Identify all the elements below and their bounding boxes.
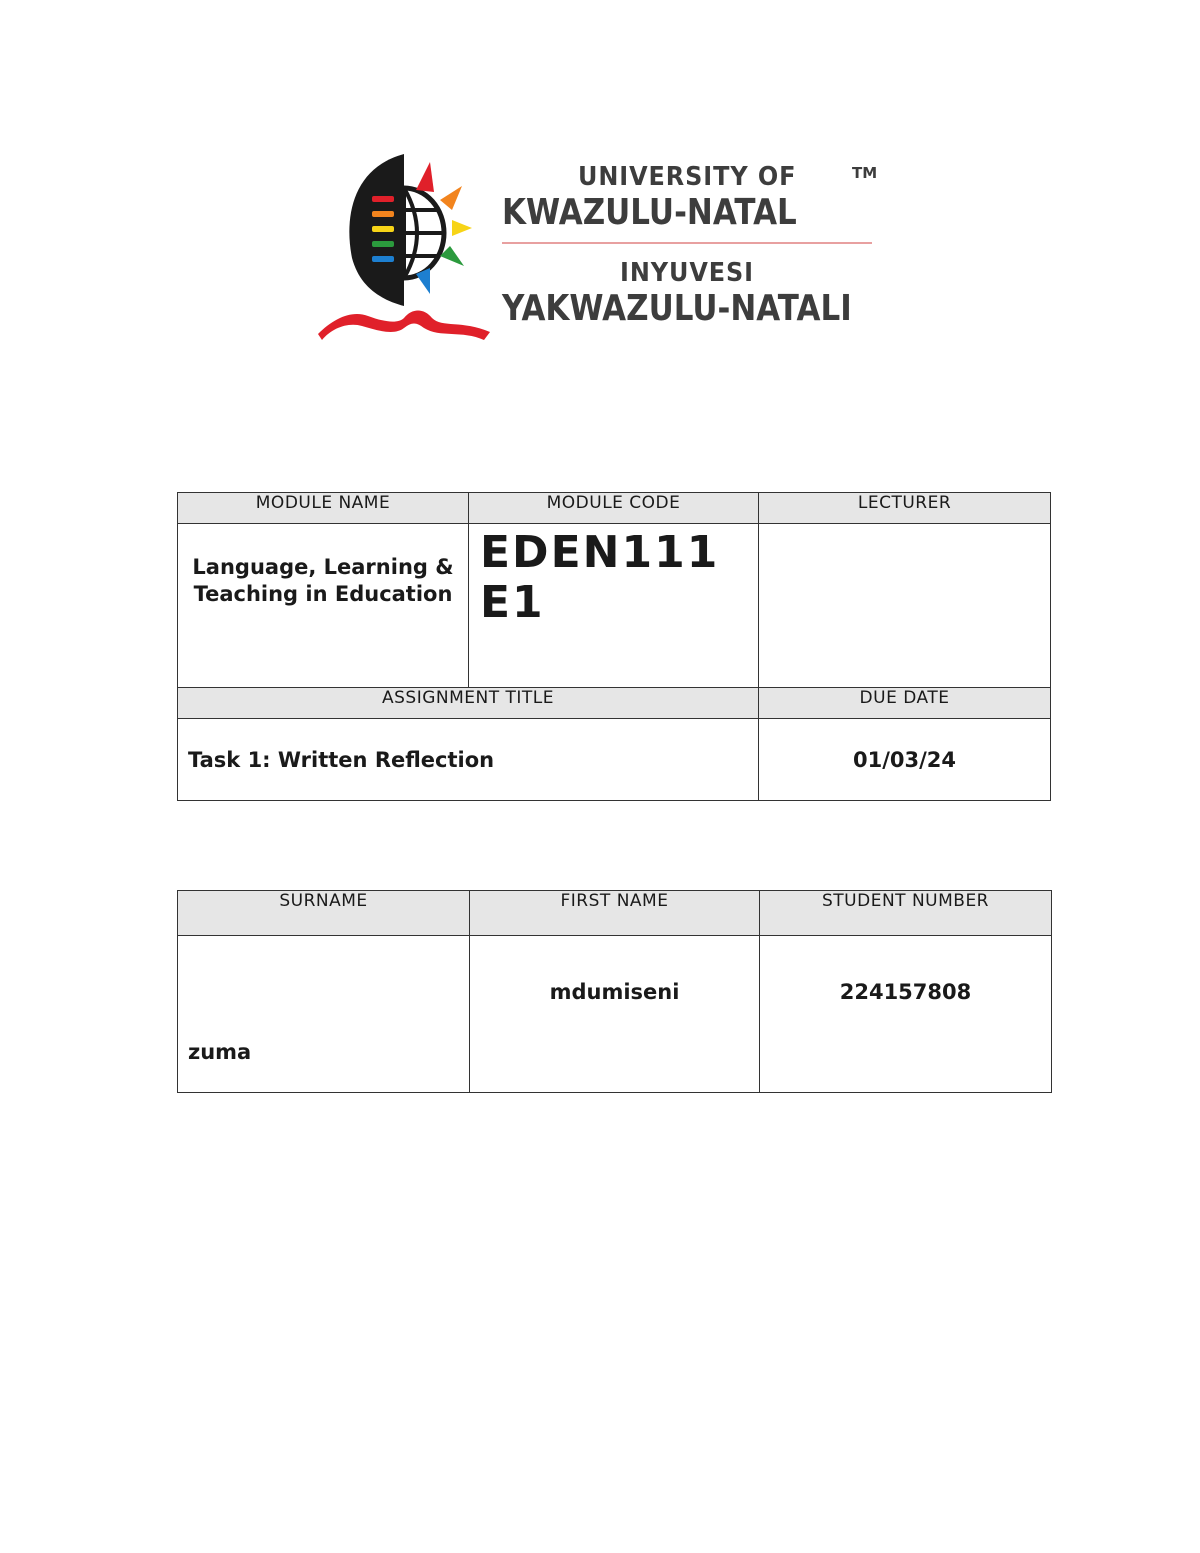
ukzn-emblem-icon xyxy=(312,148,512,348)
module-code-line-2: E1 xyxy=(480,577,545,628)
assignment-details-table xyxy=(177,492,1051,801)
module-name-header: MODULE NAME xyxy=(178,493,469,524)
lecturer-header: LECTURER xyxy=(759,493,1051,524)
logo-line-yakwazulu-natali: YAKWAZULU-NATALI xyxy=(502,288,852,329)
module-code-value xyxy=(469,524,759,688)
student-number-header: STUDENT NUMBER xyxy=(760,891,1052,936)
logo-divider xyxy=(502,242,872,244)
university-logo xyxy=(312,148,887,348)
first-name-value: mdumiseni xyxy=(470,936,760,1093)
surname-value: zuma xyxy=(178,936,470,1093)
assignment-title-header: ASSIGNMENT TITLE xyxy=(178,688,759,719)
due-date-value: 01/03/24 xyxy=(759,719,1051,801)
due-date-header: DUE DATE xyxy=(759,688,1051,719)
module-name-value: Language, Learning & Teaching in Education xyxy=(178,524,469,688)
lecturer-value xyxy=(759,524,1051,688)
first-name-header: FIRST NAME xyxy=(470,891,760,936)
logo-line-inyuvesi: INYUVESI xyxy=(620,258,755,288)
module-code-header: MODULE CODE xyxy=(469,493,759,524)
module-code-line-1: EDEN111 xyxy=(480,527,720,578)
assignment-title-value: Task 1: Written Reflection xyxy=(178,719,759,801)
logo-line-kwazulu-natal: KWAZULU-NATAL xyxy=(502,192,797,233)
logo-line-university-of: UNIVERSITY OF xyxy=(578,162,797,192)
trademark-mark: TM xyxy=(852,164,878,182)
student-details-table xyxy=(177,890,1052,1093)
surname-header: SURNAME xyxy=(178,891,470,936)
student-number-value: 224157808 xyxy=(760,936,1052,1093)
